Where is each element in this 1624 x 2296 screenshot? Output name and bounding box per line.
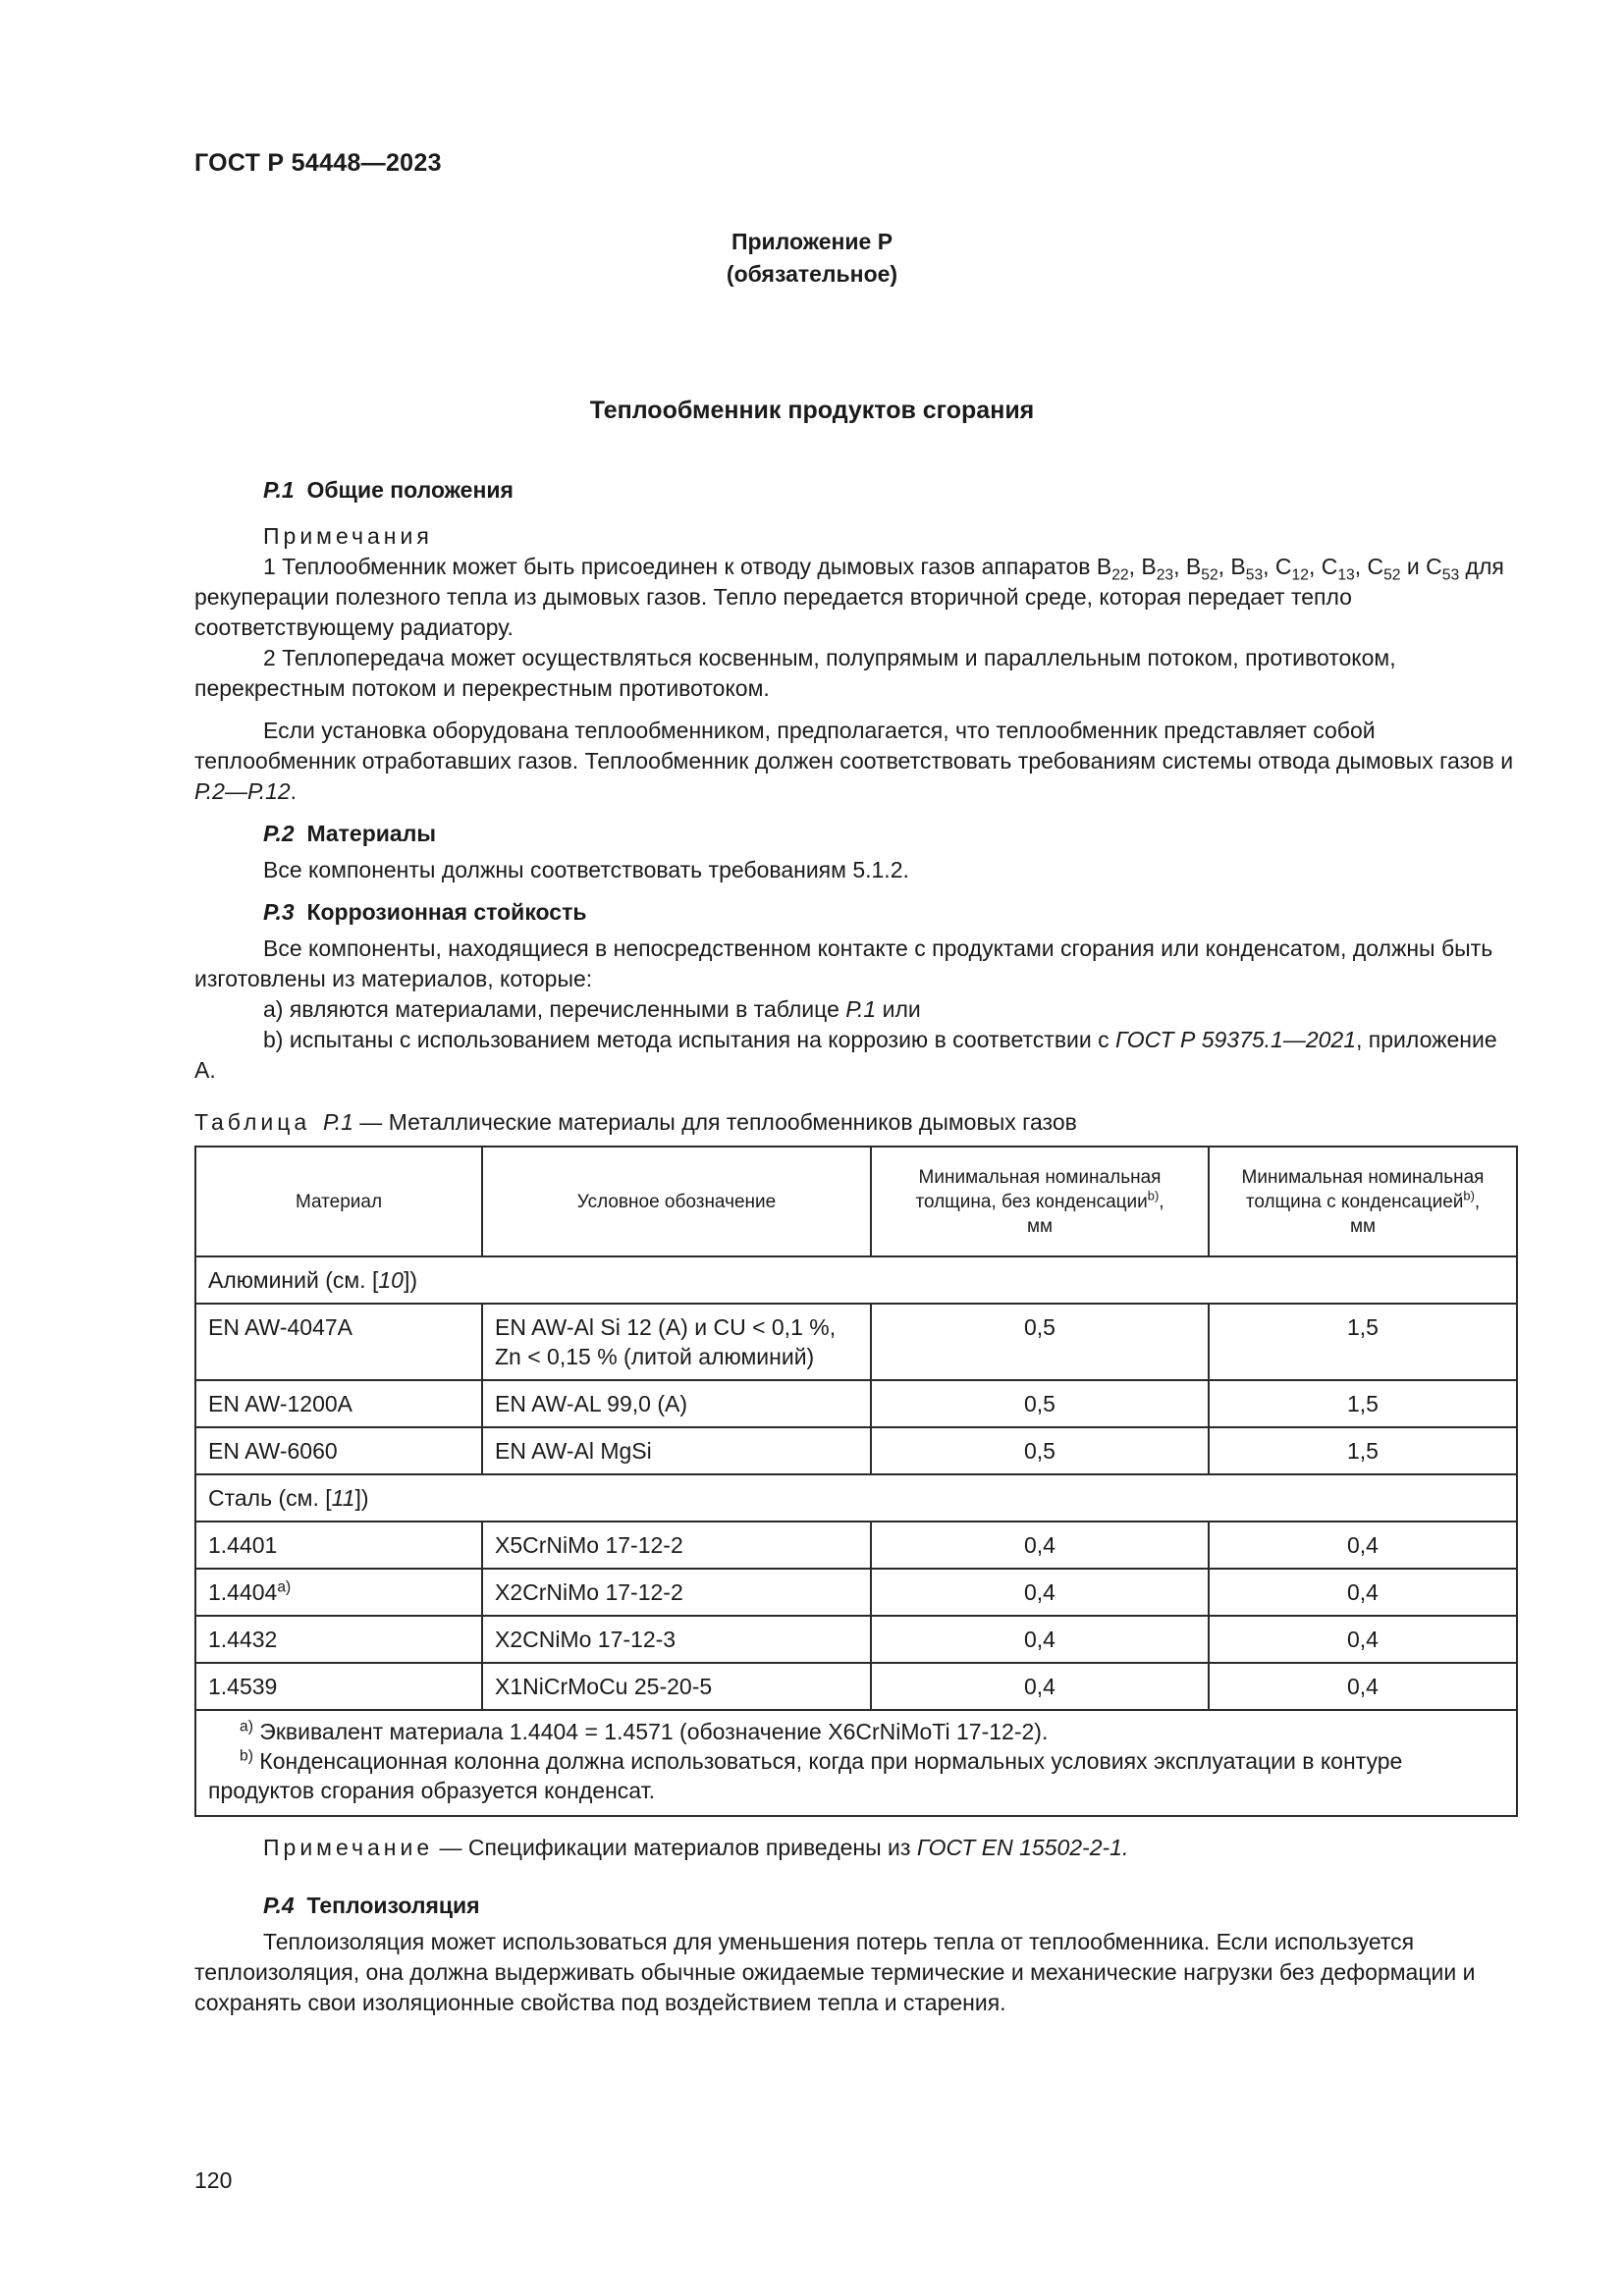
cell-condensation: 0,4: [1209, 1663, 1517, 1710]
notes-heading: Примечания: [263, 523, 433, 549]
table-group-row: [195, 1474, 1517, 1522]
page-number: 120: [194, 2167, 233, 2193]
cell-no-condensation: 0,4: [871, 1569, 1209, 1616]
appendix-heading: [0, 226, 1624, 291]
cell-no-condensation: 0,4: [871, 1663, 1209, 1710]
group-aluminium: Алюминий (см. [10]): [195, 1256, 1517, 1304]
cell-condensation: 1,5: [1209, 1304, 1517, 1380]
cell-condensation: 1,5: [1209, 1427, 1517, 1474]
table-row: [195, 1427, 1517, 1474]
paragraph: Если установка оборудована теплообменником, предполагается, что теплообменник представляет собой теплообменник отработавших газов. Теплообменник должен соответствовать требованиям системы отвода дымовых газов и Р.2—Р.12.: [194, 718, 1514, 804]
section-heading: Р.4 Теплоизоляция: [263, 1893, 480, 1918]
cell-condensation: 1,5: [1209, 1380, 1517, 1427]
cell-material: 1.4404$^{a)}$: [195, 1569, 482, 1616]
cell-material: 1.4539: [195, 1663, 482, 1710]
table-row: [195, 1569, 1517, 1616]
section-heading: Р.3 Коррозионная стойкость: [263, 899, 587, 925]
table-caption: Таблица Р.1 — Металлические материалы для теплообменников дымовых газов: [194, 1109, 1077, 1135]
page-title: Теплообменник продуктов сгорания: [589, 397, 1035, 424]
cell-designation: X1NiCrMoCu 25-20-5: [482, 1663, 871, 1710]
cell-condensation: 0,4: [1209, 1569, 1517, 1616]
group-steel: Сталь (см. [11]): [195, 1474, 1517, 1522]
cell-designation: EN AW-Al Si 12 (А) и CU < 0,1 %, Zn < 0,15 % (литой алюминий): [482, 1304, 871, 1380]
note-1: 1 Теплообменник может быть присоединен к отводу дымовых газов аппаратов $В_{22}$, $В_{23}$, $В_{52}$, $В_{53}$, $С_{12}$, $С_{13}$, $С_{52}$ и $С_{53}$ для рекуперации полезного тепла из дымовых газов. Тепло передается вторичной среде, которая передает тепло соответствующему радиатору.: [194, 554, 1504, 640]
document-id: ГОСТ Р 54448—2023: [194, 149, 442, 177]
note-2: 2 Теплопередача может осуществляться косвенным, полупрямым и параллельным потоком, противотоком, перекрестным потоком и перекрестным противотоком.: [194, 645, 1396, 701]
cell-condensation: 0,4: [1209, 1522, 1517, 1569]
cell-no-condensation: 0,5: [871, 1427, 1209, 1474]
cell-designation: EN AW-AL 99,0 (А): [482, 1380, 871, 1427]
appendix-status: (обязательное): [726, 261, 898, 287]
section-heading: Р.2 Материалы: [263, 821, 436, 846]
cell-material: 1.4432: [195, 1616, 482, 1663]
cell-no-condensation: 0,4: [871, 1616, 1209, 1663]
table-row: [195, 1616, 1517, 1663]
footnote-a: $^{a)}$ Эквивалент материала 1.4404 = 1.4571 (обозначение X6CrNiMoTi 17-12-2).: [240, 1718, 1049, 1744]
cell-designation: X2CNiMo 17-12-3: [482, 1616, 871, 1663]
cell-material: 1.4401: [195, 1522, 482, 1569]
table-note: Примечание — Спецификации материалов приведены из ГОСТ EN 15502-2-1.: [263, 1835, 1129, 1860]
table-row: [195, 1663, 1517, 1710]
appendix-title: Приложение Р: [731, 229, 893, 254]
paragraph: Все компоненты, находящиеся в непосредственном контакте с продуктами сгорания или конденсатом, должны быть изготовлены из материалов, которые:: [194, 935, 1493, 991]
cell-designation: X5CrNiMo 17-12-2: [482, 1522, 871, 1569]
table-row: [195, 1522, 1517, 1569]
cell-designation: EN AW-Al MgSi: [482, 1427, 871, 1474]
list-item: а) являются материалами, перечисленными в таблице Р.1 или: [263, 996, 921, 1022]
materials-table: [194, 1146, 1518, 1817]
cell-material: EN AW-4047A: [195, 1304, 482, 1380]
cell-no-condensation: 0,5: [871, 1304, 1209, 1380]
footnote-b: $^{b)}$ Конденсационная колонна должна использоваться, когда при нормальных условиях эксплуатации в контуре продуктов сгорания образуется конденсат.: [208, 1747, 1403, 1803]
header-designation: Условное обозначение: [482, 1147, 871, 1256]
section-heading: Р.1 Общие положения: [263, 477, 514, 503]
cell-designation: X2CrNiMo 17-12-2: [482, 1569, 871, 1616]
header-material: Материал: [195, 1147, 482, 1256]
paragraph: Теплоизоляция может использоваться для уменьшения потерь тепла от теплообменника. Если используется теплоизоляция, она должна выдерживать обычные ожидаемые термические и механические нагрузки без деформации и сохранять свои изоляционные свойства под воздействием тепла и старения.: [194, 1929, 1476, 2015]
cell-material: EN AW-1200A: [195, 1380, 482, 1427]
table-group-row: [195, 1256, 1517, 1304]
table-header-row: [195, 1147, 1517, 1256]
document-body: [194, 475, 1516, 2018]
table-row: [195, 1380, 1517, 1427]
paragraph: Все компоненты должны соответствовать требованиям 5.1.2.: [263, 857, 909, 882]
header-min-condensation: Минимальная номинальная толщина с конденсацией$^{b)}$, мм: [1209, 1147, 1517, 1256]
list-item: b) испытаны с использованием метода испытания на коррозию в соответствии с ГОСТ Р 59375.1—2021, приложение А.: [194, 1027, 1497, 1083]
cell-no-condensation: 0,5: [871, 1380, 1209, 1427]
table-row: [195, 1304, 1517, 1380]
table-footnotes: [195, 1710, 1517, 1816]
table-footnotes-row: [195, 1710, 1517, 1816]
cell-material: EN AW-6060: [195, 1427, 482, 1474]
header-min-no-condensation: Минимальная номинальная толщина, без конденсации$^{b)}$, мм: [871, 1147, 1209, 1256]
cell-no-condensation: 0,4: [871, 1522, 1209, 1569]
cell-condensation: 0,4: [1209, 1616, 1517, 1663]
